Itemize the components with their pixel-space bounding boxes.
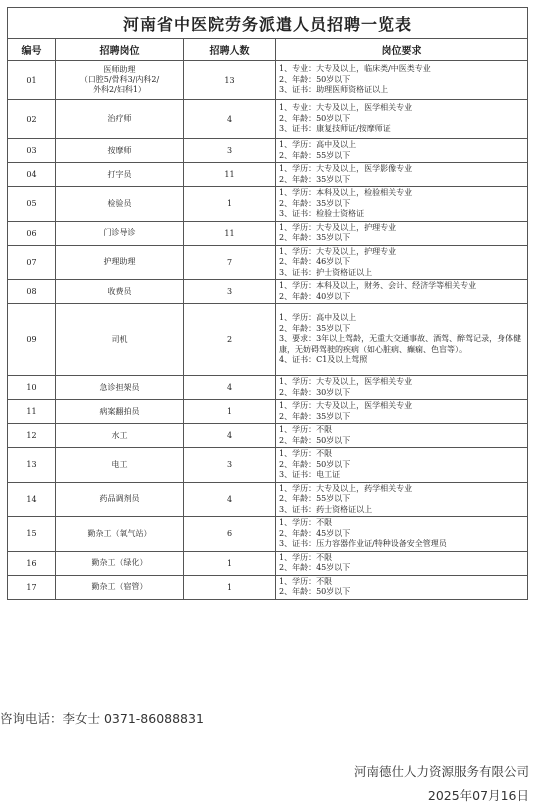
table-row <box>8 304 528 376</box>
recruitment-table <box>7 7 528 600</box>
requirement-line: 3、证书：护士资格证以上 <box>279 267 373 277</box>
table-title: 河南省中医院劳务派遣人员招聘一览表 <box>8 8 528 39</box>
requirement-line: 3、证书：压力容器作业证/特种设备安全管理员 <box>279 539 447 548</box>
requirement-line: 2、年龄：45岁以下 <box>279 528 351 538</box>
cell-requirements <box>276 482 528 517</box>
cell-requirements <box>276 61 528 100</box>
cell-count: 7 <box>184 245 276 280</box>
cell-position: 按摩师 <box>56 139 184 163</box>
requirement-line: 2、年龄：40岁以下 <box>279 291 351 301</box>
requirement-line: 1、学历：不限 <box>279 518 333 527</box>
cell-count: 4 <box>184 482 276 517</box>
cell-count: 11 <box>184 163 276 187</box>
table-row <box>8 575 528 599</box>
cell-position: 水工 <box>56 424 184 448</box>
cell-count: 1 <box>184 400 276 424</box>
table-row <box>8 139 528 163</box>
cell-number: 06 <box>8 221 56 245</box>
cell-position: 医师助理 （口腔5/骨科3/内科2/ 外科2/妇科1） <box>56 61 184 100</box>
cell-count: 3 <box>184 448 276 483</box>
table-row <box>8 482 528 517</box>
table-row <box>8 61 528 100</box>
cell-position: 司机 <box>56 304 184 376</box>
requirement-line: 2、年龄：35岁以下 <box>279 323 351 333</box>
requirement-line: 2、年龄：45岁以下 <box>279 563 351 572</box>
cell-number: 17 <box>8 575 56 599</box>
requirement-line: 1、学历：大专及以上，医学相关专业 <box>279 401 413 410</box>
requirement-line: 1、学历：不限 <box>279 449 333 458</box>
cell-requirements <box>276 139 528 163</box>
cell-count: 3 <box>184 139 276 163</box>
requirement-line: 2、年龄：50岁以下 <box>279 587 351 596</box>
requirement-line: 2、年龄：50岁以下 <box>279 459 351 469</box>
requirement-line: 2、年龄：35岁以下 <box>279 174 351 184</box>
table-row <box>8 376 528 400</box>
contact-phone: 咨询电话：李女士 0371-86088831 <box>0 711 204 726</box>
cell-position: 勤杂工（绿化） <box>56 551 184 575</box>
table-row <box>8 187 528 222</box>
cell-requirements <box>276 280 528 304</box>
requirement-line: 3、证书：康复技师证/按摩师证 <box>279 124 391 134</box>
requirement-line: 2、年龄：35岁以下 <box>279 198 351 208</box>
requirement-line: 1、学历：大专及以上，护理专业 <box>279 246 397 256</box>
recruitment-sheet <box>7 7 527 600</box>
requirement-line: 1、学历：大专及以上，药学相关专业 <box>279 483 413 493</box>
requirement-line: 2、年龄：55岁以下 <box>279 494 351 503</box>
cell-requirements <box>276 100 528 139</box>
cell-count: 4 <box>184 376 276 400</box>
requirement-line: 1、学历：大专及以上，护理专业 <box>279 222 397 232</box>
cell-position: 门诊导诊 <box>56 221 184 245</box>
requirement-line: 1、学历：本科及以上，财务、会计、经济学等相关专业 <box>279 281 477 290</box>
requirement-line: 1、学历：不限 <box>279 425 333 434</box>
table-row <box>8 551 528 575</box>
cell-requirements <box>276 448 528 483</box>
requirement-line: 1、学历：不限 <box>279 552 333 562</box>
cell-position: 护理助理 <box>56 245 184 280</box>
table-row <box>8 100 528 139</box>
requirement-line: 3、证书：助理医师资格证以上 <box>279 85 389 95</box>
cell-count: 13 <box>184 61 276 100</box>
requirement-line: 2、年龄：30岁以下 <box>279 387 351 397</box>
requirement-line: 3、证书：药士资格证以上 <box>279 504 373 514</box>
table-row <box>8 221 528 245</box>
table-row <box>8 280 528 304</box>
requirement-line: 1、专业：大专及以上，临床类/中医类专业 <box>279 64 431 74</box>
cell-position: 药品调剂员 <box>56 482 184 517</box>
header-number: 编号 <box>8 39 56 61</box>
cell-requirements <box>276 376 528 400</box>
requirement-line: 1、学历：不限 <box>279 576 333 586</box>
requirement-line: 2、年龄：50岁以下 <box>279 113 351 123</box>
requirement-line: 2、年龄：50岁以下 <box>279 435 351 445</box>
cell-number: 12 <box>8 424 56 448</box>
requirement-line: 1、学历：大专及以上，医学影像专业 <box>279 164 413 173</box>
cell-position: 勤杂工（宿管） <box>56 575 184 599</box>
table-row <box>8 448 528 483</box>
cell-number: 10 <box>8 376 56 400</box>
requirement-line: 1、学历：本科及以上，检验相关专业 <box>279 188 413 197</box>
requirement-line: 3、要求：3年以上驾龄，无重大交通事故、酒驾、醉驾记录，身体健康，无妨碍驾驶的疾病（如心脏病、癫痫、色盲等）。 <box>279 334 522 354</box>
requirement-line: 3、证书：电工证 <box>279 470 341 479</box>
cell-count: 3 <box>184 280 276 304</box>
requirement-line: 1、学历：大专及以上，医学相关专业 <box>279 377 413 386</box>
cell-requirements <box>276 424 528 448</box>
cell-number: 07 <box>8 245 56 280</box>
cell-position: 收费员 <box>56 280 184 304</box>
cell-number: 04 <box>8 163 56 187</box>
cell-count: 4 <box>184 424 276 448</box>
cell-requirements <box>276 221 528 245</box>
requirement-line: 2、年龄：35岁以下 <box>279 233 351 242</box>
cell-count: 1 <box>184 551 276 575</box>
requirement-line: 2、年龄：50岁以下 <box>279 74 351 84</box>
requirement-line: 2、年龄：55岁以下 <box>279 150 351 160</box>
header-position: 招聘岗位 <box>56 39 184 61</box>
cell-count: 2 <box>184 304 276 376</box>
cell-position: 病案翻拍员 <box>56 400 184 424</box>
requirement-line: 1、专业：大专及以上，医学相关专业 <box>279 103 413 113</box>
cell-position: 电工 <box>56 448 184 483</box>
cell-count: 6 <box>184 517 276 552</box>
cell-number: 03 <box>8 139 56 163</box>
cell-number: 11 <box>8 400 56 424</box>
cell-number: 02 <box>8 100 56 139</box>
cell-requirements <box>276 163 528 187</box>
requirement-line: 3、证书：检验士资格证 <box>279 209 365 218</box>
cell-position: 打字员 <box>56 163 184 187</box>
cell-requirements <box>276 551 528 575</box>
requirement-line: 2、年龄：35岁以下 <box>279 411 351 421</box>
cell-number: 15 <box>8 517 56 552</box>
cell-requirements <box>276 187 528 222</box>
cell-position: 急诊担架员 <box>56 376 184 400</box>
cell-requirements <box>276 575 528 599</box>
cell-count: 4 <box>184 100 276 139</box>
cell-number: 05 <box>8 187 56 222</box>
cell-position: 勤杂工（氧气站） <box>56 517 184 552</box>
header-requirements: 岗位要求 <box>276 39 528 61</box>
requirement-line: 1、学历：高中及以上 <box>279 313 357 323</box>
cell-requirements <box>276 304 528 376</box>
cell-requirements <box>276 517 528 552</box>
table-row <box>8 163 528 187</box>
cell-number: 16 <box>8 551 56 575</box>
requirement-line: 4、证书：C1及以上驾照 <box>279 355 368 365</box>
cell-number: 08 <box>8 280 56 304</box>
cell-position: 检验员 <box>56 187 184 222</box>
table-body <box>8 61 528 600</box>
issue-date: 2025年07月16日 <box>427 788 529 803</box>
cell-count: 1 <box>184 187 276 222</box>
cell-requirements <box>276 400 528 424</box>
header-count: 招聘人数 <box>184 39 276 61</box>
requirement-line: 2、年龄：46岁以下 <box>279 257 351 266</box>
cell-count: 1 <box>184 575 276 599</box>
cell-number: 09 <box>8 304 56 376</box>
cell-number: 13 <box>8 448 56 483</box>
cell-requirements <box>276 245 528 280</box>
table-row <box>8 245 528 280</box>
company-name: 河南德仕人力资源服务有限公司 <box>353 764 529 779</box>
cell-number: 01 <box>8 61 56 100</box>
table-row <box>8 424 528 448</box>
table-row <box>8 400 528 424</box>
requirement-line: 1、学历：高中及以上 <box>279 140 357 149</box>
table-row <box>8 517 528 552</box>
cell-number: 14 <box>8 482 56 517</box>
cell-position: 治疗师 <box>56 100 184 139</box>
cell-count: 11 <box>184 221 276 245</box>
